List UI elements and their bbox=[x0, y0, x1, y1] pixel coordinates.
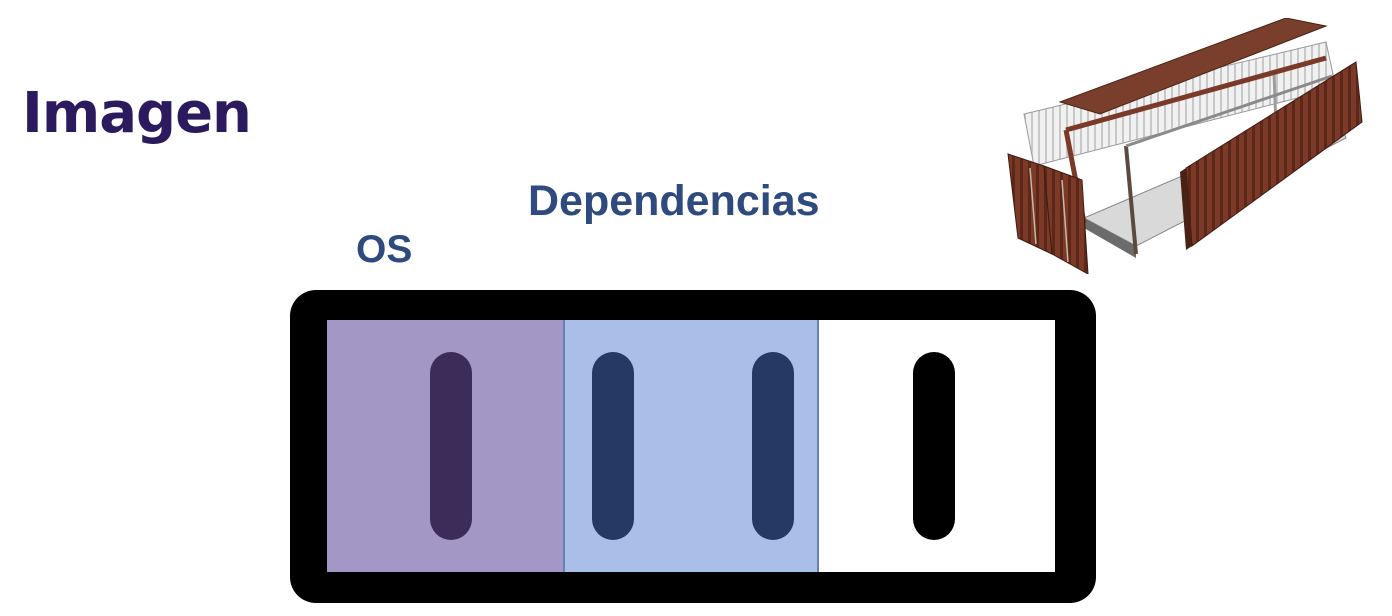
os-label: OS bbox=[356, 228, 413, 271]
page-title: Imagen bbox=[22, 81, 251, 146]
dependency-layer bbox=[592, 352, 634, 540]
os-layer bbox=[430, 352, 472, 540]
image-layers bbox=[327, 320, 1055, 572]
dependency-layer bbox=[752, 352, 794, 540]
dependencies-label: Dependencias bbox=[528, 177, 820, 225]
shipping-container-icon bbox=[996, 18, 1372, 274]
app-layer bbox=[913, 352, 955, 540]
